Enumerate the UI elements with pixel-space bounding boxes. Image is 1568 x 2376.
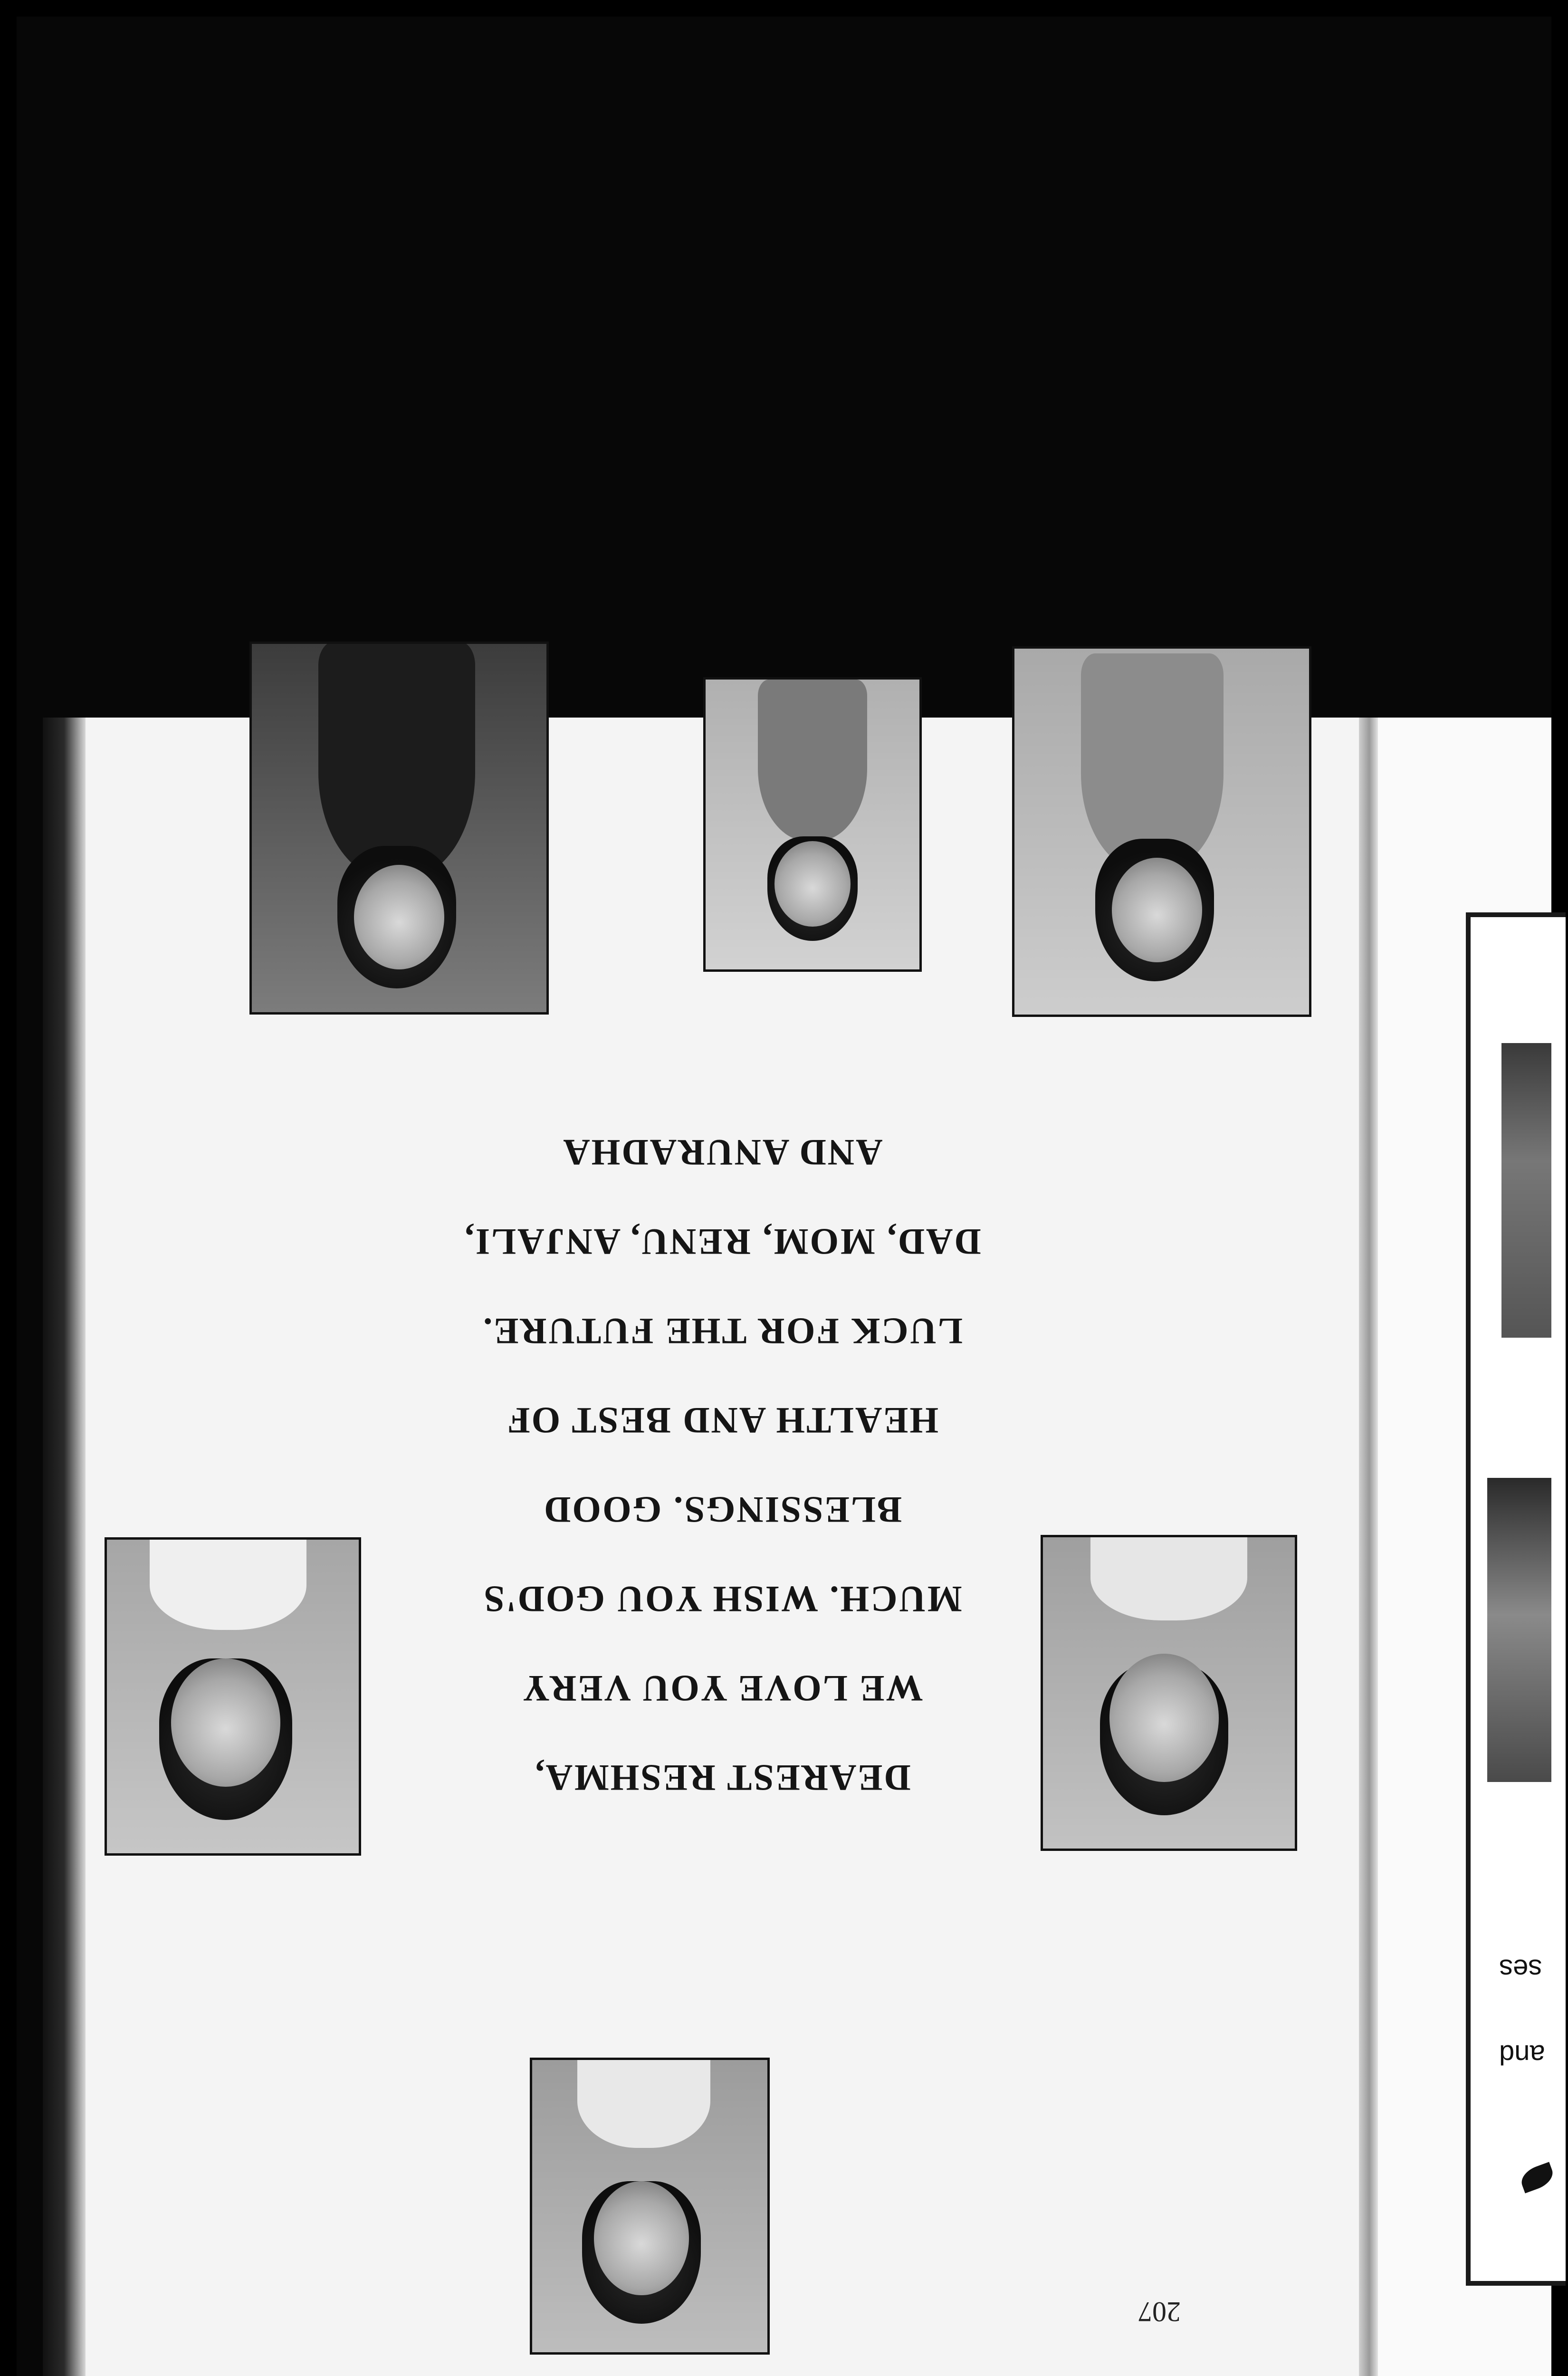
message-line: DEAREST RESHMA, (534, 1757, 911, 1799)
message-line: MUCH. WISH YOU GOD'S (482, 1579, 962, 1620)
tribute-message (86, 1108, 1359, 1822)
photo-toddler-portrait (530, 2058, 770, 2355)
photo-child-on-floor (703, 677, 922, 972)
page-edge-shadow (43, 718, 86, 2376)
photo-teen-seated (249, 642, 549, 1015)
tribute-page (86, 718, 1359, 2376)
message-line: HEALTH AND BEST OF (506, 1400, 939, 1441)
message-line: WE LOVE YOU VERY (521, 1668, 923, 1709)
facing-page-photo (1501, 1043, 1551, 1338)
page-number: 207 (1138, 2296, 1181, 2328)
message-line: AND ANURADHA (562, 1132, 883, 1173)
facing-page-text-fragment: and (1499, 2039, 1545, 2070)
photo-girl-in-dress (1012, 646, 1311, 1017)
book-gutter (1359, 718, 1378, 2376)
facing-page-text-fragment: ses (1499, 1954, 1542, 1984)
message-line: BLESSINGS. GOOD (543, 1489, 902, 1531)
message-line: LUCK FOR THE FUTURE. (482, 1311, 963, 1352)
facing-page-photo (1487, 1478, 1551, 1782)
message-line: DAD, MOM, RENU, ANJALI, (463, 1221, 981, 1263)
